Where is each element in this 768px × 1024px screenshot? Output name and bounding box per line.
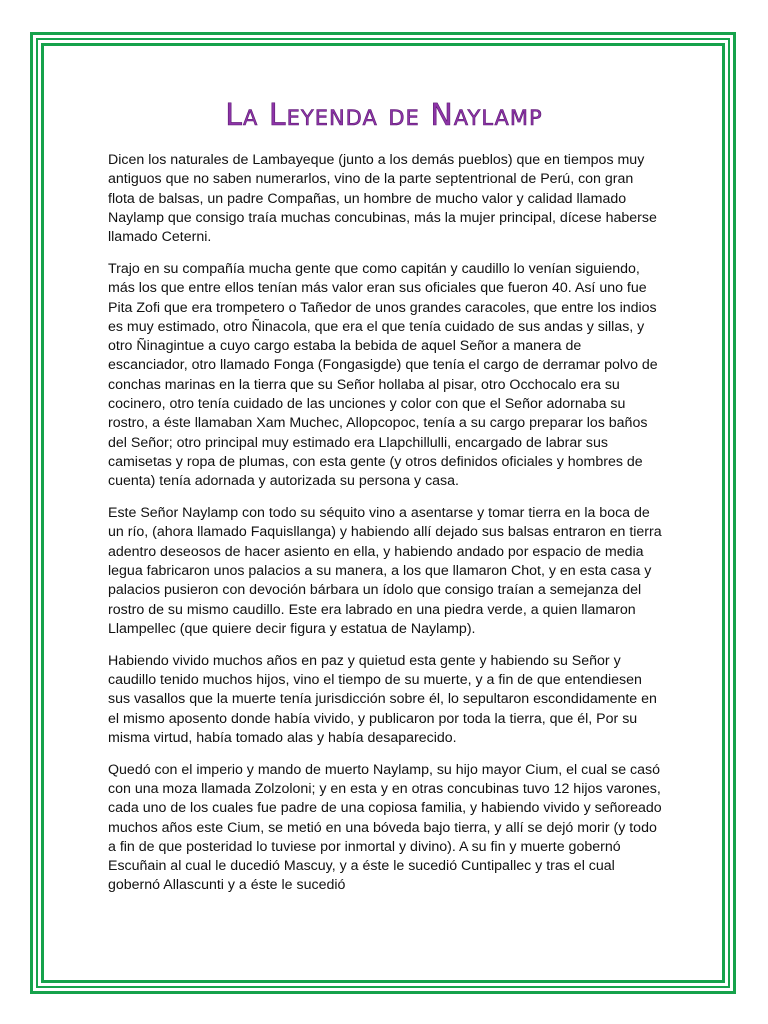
document-title: La Leyenda de Naylamp xyxy=(225,98,543,133)
paragraph: Habiendo vivido muchos años en paz y quietud esta gente y habiendo su Señor y caudillo tenido muchos hijos, vino el tiempo de su muerte, y a fin de que entendiesen sus vasallos que la muerte tenía jurisdicción sobre él, lo sepultaron escondidamente en el mismo aposento donde había vivido, y publicaron por toda la tierra, que él, Por su misma virtud, había tomado alas y había desaparecido. xyxy=(108,652,657,746)
paragraph: Trajo en su compañía mucha gente que como capitán y caudillo lo venían siguiendo, más los que entre ellos tenían más valor eran sus oficiales que fueron 40. Así uno fue Pita Zofi que era trompetero o Tañedor de unos grandes caracoles, que entre los indios es muy estimado, otro Ñinacola, que era el que tenía cuidado de sus andas y sillas, y otro Ñinagintue a cuyo cargo estaba la bebida de aquel Señor a manera de escanciador, otro llamado Fonga (Fongasigde) que tenía el cargo de derramar polvo de conchas marinas en la tierra que su Señor hollaba al pisar, otro Occhocalo era su cocinero, otro tenía cuidado de las unciones y color con que el Señor adornaba su rostro, a éste llamaban Xam Muchec, Allopcopoc, tenía a su cargo preparar los baños del Señor; otro principal muy estimado era Llapchillulli, encargado de labrar sus camisetas y ropa de plumas, con esta gente (y otros definidos oficiales y hombres de cuenta) tenía adornada y autorizada su persona y casa. xyxy=(108,260,658,490)
paragraph: Quedó con el imperio y mando de muerto Naylamp, su hijo mayor Cium, el cual se casó con una moza llamada Zolzoloni; y en esta y en otras concubinas tuvo 12 hijos varones, cada uno de los cuales fue padre de una copiosa familia, y habiendo vivido y señoreado muchos años este Cium, se metió en una bóveda bajo tierra, y allí se dejó morir (y todo a fin de que posteridad lo tuviese por inmortal y divino). A su fin y muerte gobernó Escuñain al cual le ducedió Mascuy, y a éste le sucedió Cuntipallec y tras el cual gobernó Allascunti y a éste le sucedió xyxy=(108,761,662,894)
paragraph: Este Señor Naylamp con todo su séquito vino a asentarse y tomar tierra en la boca de un río, (ahora llamado Faquisllanga) y habiendo allí dejado sus balsas entraron en tierra adentro deseosos de hacer asiento en ella, y habiendo andado por espacio de media legua fabricaron unos palacios a su manera, a los que llamaron Chot, y en esta casa y palacios pusieron con devoción bárbara un ídolo que consigo traían a semejanza del rostro de su mismo caudillo. Este era labrado en una piedra verde, a quien llamaron Llampellec (que quiere decir figura y estatua de Naylamp). xyxy=(108,505,662,637)
paragraph: Dicen los naturales de Lambayeque (junto a los demás pueblos) que en tiempos muy antiguos que no saben numerarlos, vino de la parte septentrional de Perú, con gran flota de balsas, un padre Compañas, un hombre de mucho valor y calidad llamado Naylamp que consigo traía muchas concubinas, más la mujer principal, dícese haberse llamado Ceterni. xyxy=(108,152,657,246)
document-body xyxy=(108,151,664,908)
